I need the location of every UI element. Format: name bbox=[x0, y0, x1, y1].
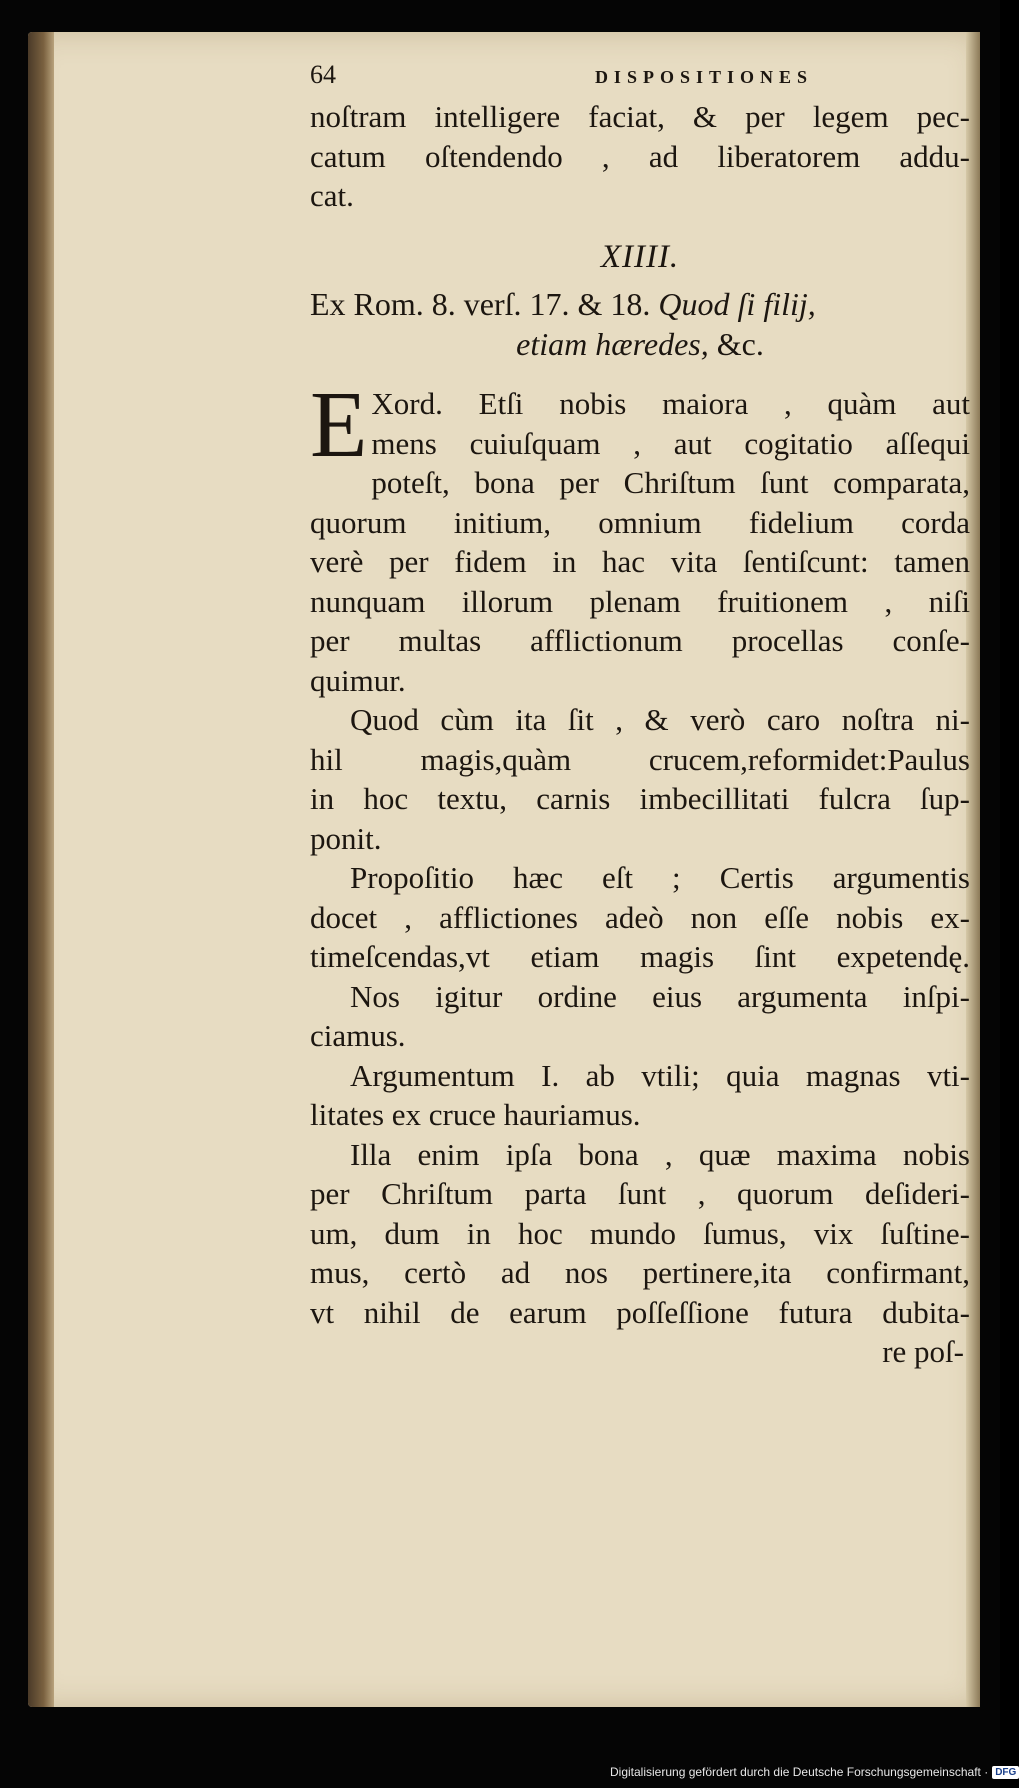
text-line: verè per fidem in hac vita ſentiſcunt: tamen bbox=[310, 544, 970, 579]
text-line: mens cuiuſquam , aut cogitatio aſſequi bbox=[371, 425, 970, 461]
text-line: in hoc textu, carnis imbecillitati fulcra ſup- bbox=[310, 781, 970, 816]
paragraph bbox=[310, 700, 970, 858]
drop-cap: E bbox=[310, 373, 368, 477]
text-line: quimur. bbox=[310, 662, 406, 698]
text-line: um, dum in hoc mundo ſumus, vix ſuſtine- bbox=[310, 1215, 970, 1251]
paragraph bbox=[310, 977, 970, 1056]
scripture-reference bbox=[310, 285, 970, 325]
paragraph bbox=[310, 1135, 970, 1333]
text-line: litates ex cruce hauriamus. bbox=[310, 1097, 641, 1132]
text-line: docet , afflictiones adeò non eſſe nobis ex- bbox=[310, 899, 970, 935]
paragraph bbox=[310, 1056, 970, 1135]
reference-etc: &c. bbox=[716, 325, 764, 362]
running-head bbox=[310, 55, 970, 97]
text-line: Nos igitur ordine eius argumenta inſpi- bbox=[350, 978, 970, 1014]
credit-text: Digitalisierung gefördert durch die Deutsche Forschungsgemeinschaft · bbox=[610, 1765, 989, 1779]
text-line: per multas afflictionum procellas conſe- bbox=[310, 623, 970, 658]
intro-text bbox=[310, 97, 970, 216]
dfg-logo: DFG bbox=[992, 1766, 1019, 1779]
text-line: mus, certò ad nos pertinere,ita confirmant, bbox=[310, 1255, 970, 1290]
text-line: per Chriſtum parta ſunt , quorum deſideri- bbox=[310, 1176, 970, 1211]
reference-quote-cont: etiam hæredes, bbox=[516, 325, 709, 362]
page-text bbox=[310, 55, 970, 1372]
catchword: re poſ- bbox=[882, 1334, 964, 1369]
text-line: ciamus. bbox=[310, 1018, 406, 1053]
text-line: nunquam illorum plenam fruitionem , niſi bbox=[310, 583, 970, 619]
text-line: Illa enim ipſa bona , quæ maxima nobis bbox=[350, 1136, 970, 1172]
text-line: Xord. Etſi nobis maiora , quàm aut bbox=[371, 386, 970, 421]
text-line: noſtram intelligere faciat, & per legem pec- bbox=[310, 99, 970, 134]
text-line: Argumentum I. ab vtili; quia magnas vti- bbox=[350, 1057, 970, 1093]
text-line: timeſcendas,vt etiam magis ſint expetendę. bbox=[310, 939, 970, 974]
text-line: vt nihil de earum poſſeſſione futura dubita- bbox=[310, 1294, 970, 1330]
digitization-credit bbox=[610, 1762, 1019, 1782]
paragraph bbox=[310, 858, 970, 977]
running-title: DISPOSITIONES bbox=[594, 67, 813, 87]
text-line: Quod cùm ita ſit , & verò caro noſtra ni- bbox=[350, 702, 970, 737]
text-line: Propoſitio hæc eſt ; Certis argumentis bbox=[350, 860, 970, 895]
page-number: 64 bbox=[310, 60, 336, 89]
book-binding bbox=[28, 32, 54, 1707]
text-line: hil magis,quàm crucem,reformidet:Paulus bbox=[310, 741, 970, 777]
section-number: XIIII. bbox=[600, 238, 680, 275]
reference-quote: Quod ſi filij, bbox=[658, 286, 816, 322]
text-line: cat. bbox=[310, 178, 354, 213]
text-line: poteſt, bona per Chriſtum ſunt comparata, bbox=[371, 465, 970, 500]
text-line: quorum initium, omnium fidelium corda bbox=[310, 504, 970, 540]
text-line: ponit. bbox=[310, 820, 382, 856]
reference-citation: Ex Rom. 8. verſ. 17. & 18. bbox=[310, 286, 651, 322]
text-line: catum oſtendendo , ad liberatorem addu- bbox=[310, 138, 970, 174]
scripture-reference-cont bbox=[310, 325, 970, 365]
exordium-paragraph bbox=[310, 373, 970, 700]
